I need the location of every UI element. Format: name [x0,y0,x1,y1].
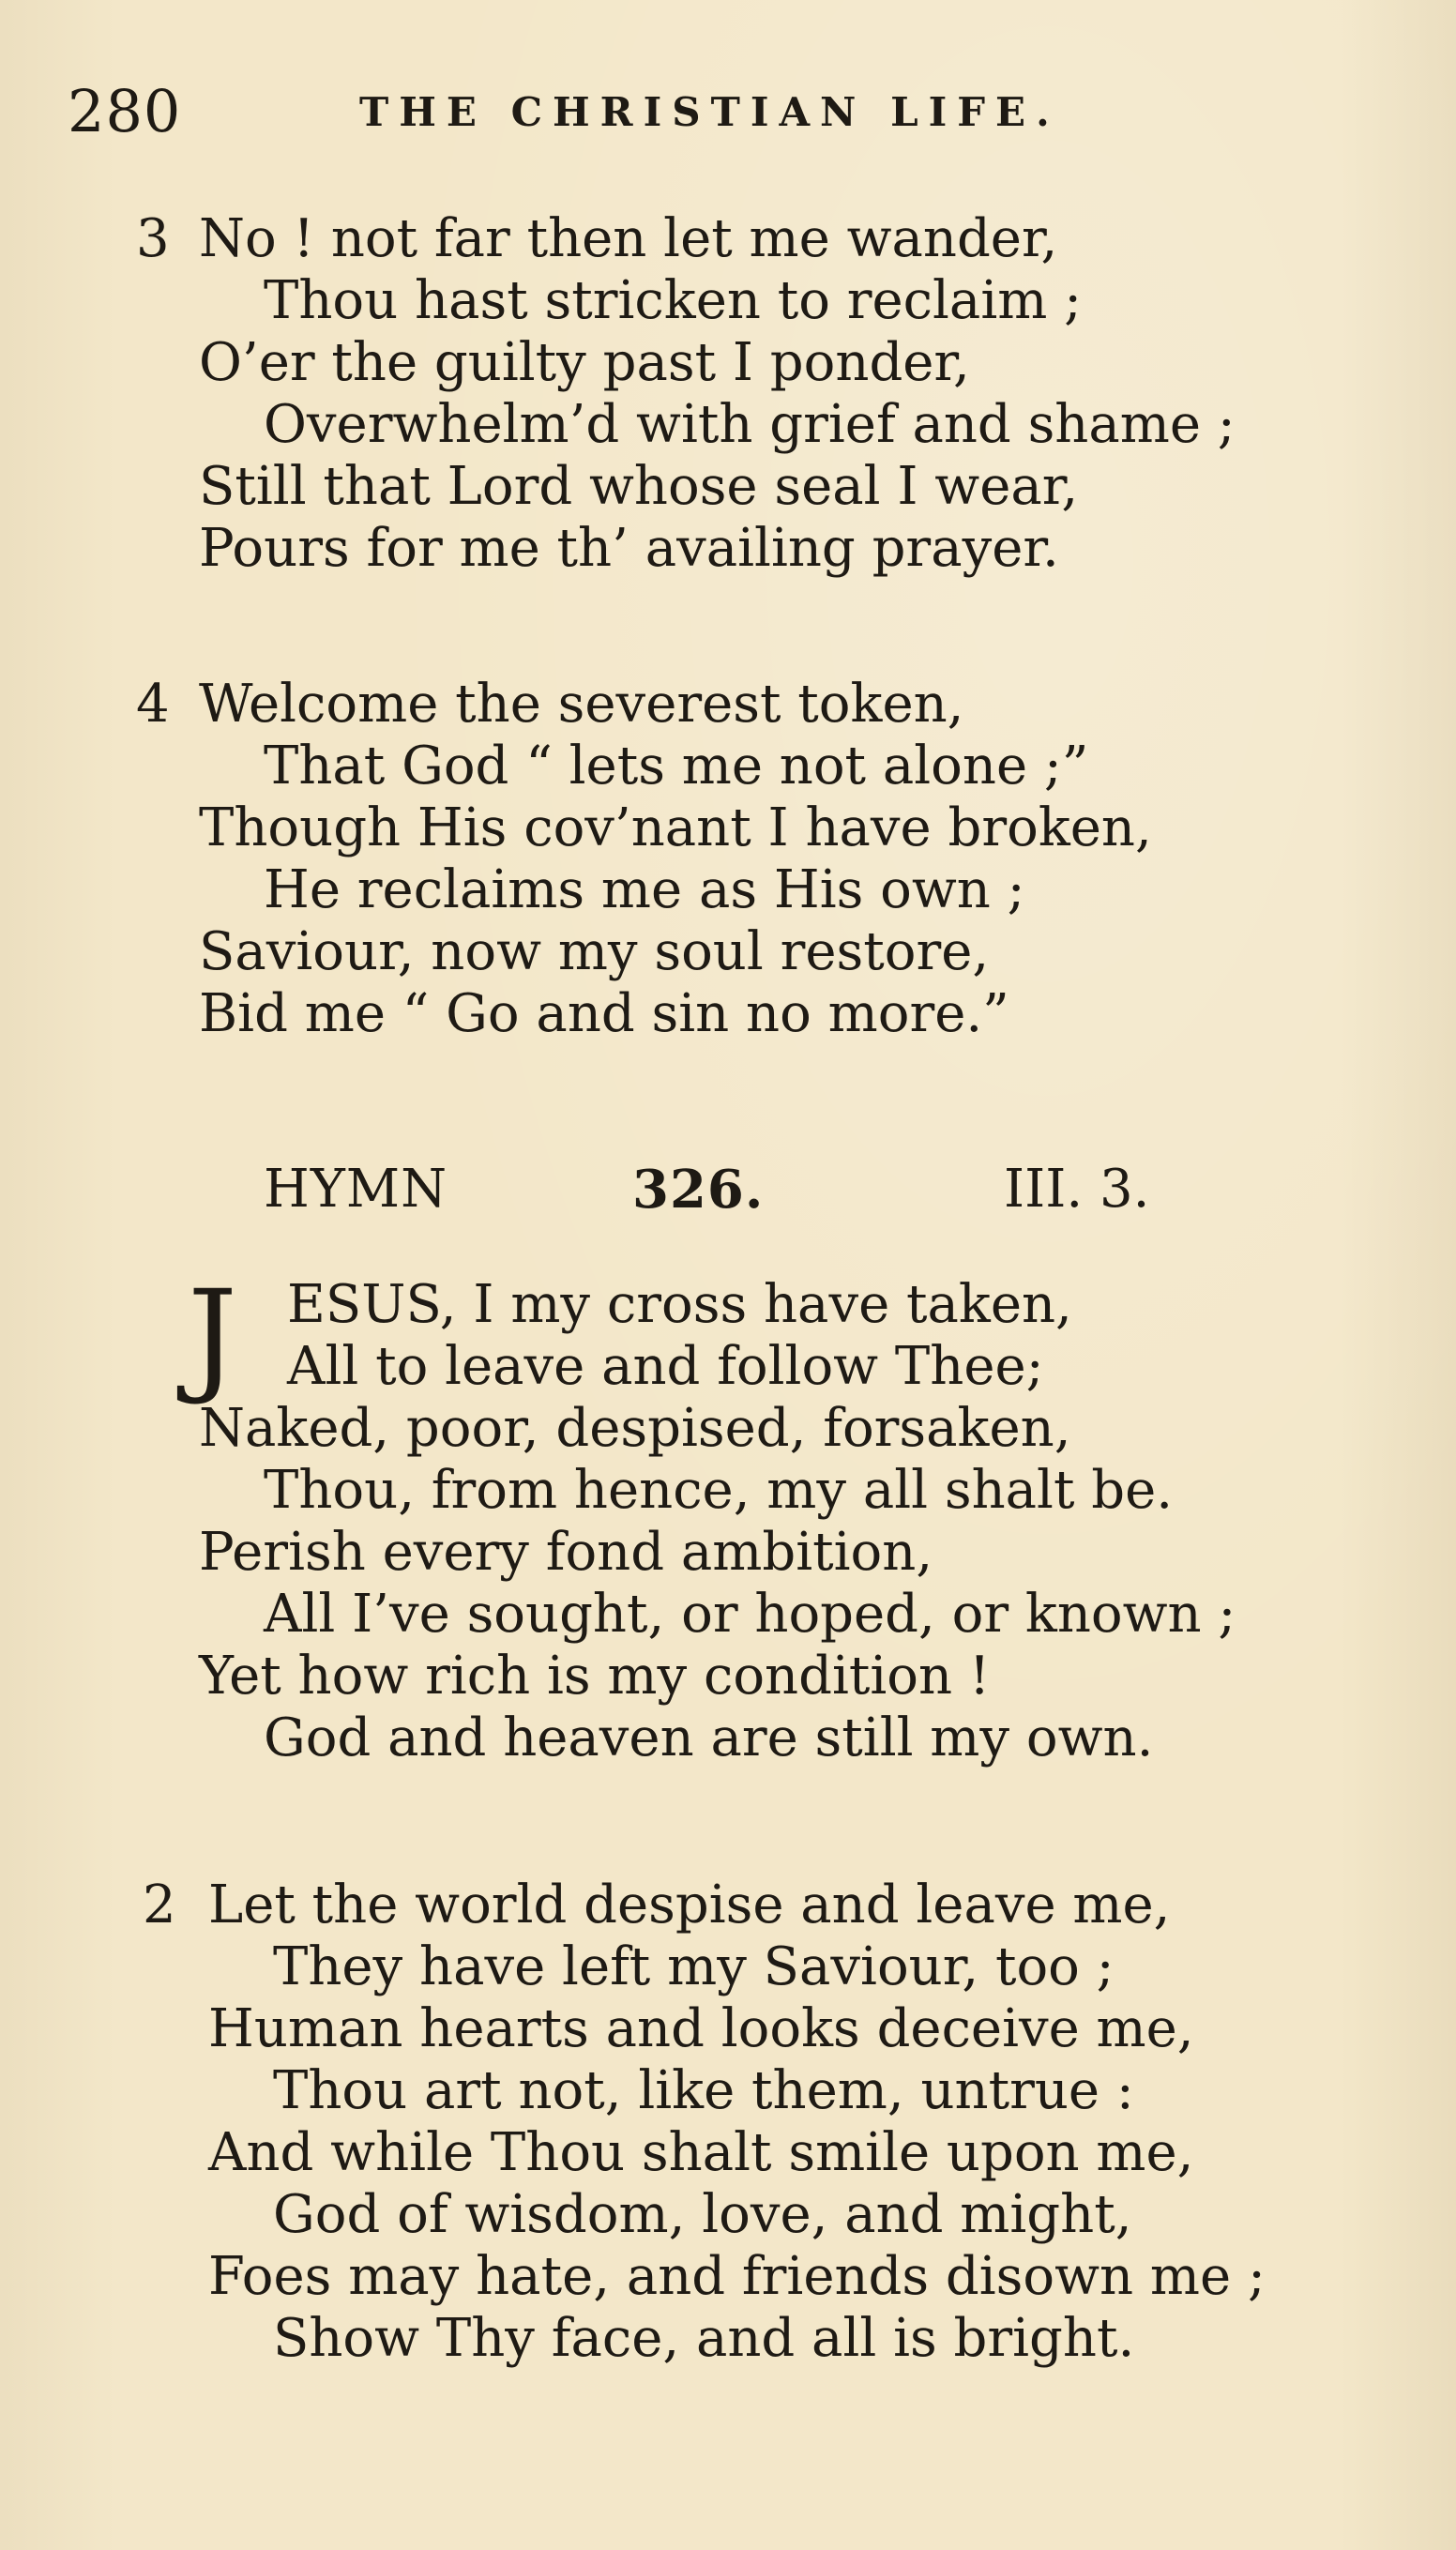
verse-line: God and heaven are still my own. [264,1708,1154,1768]
verse-line: Pours for me th’ availing prayer. [199,518,1059,579]
page-number: 280 [68,77,182,145]
verse-line: Human hearts and looks deceive me, [208,1998,1194,2059]
hymn-header [0,1159,1456,1234]
verse-number: 3 [136,208,170,269]
verse-line: Thou art not, like them, untrue : [273,2060,1134,2121]
verse-line: Saviour, now my soul restore, [199,921,990,982]
verse-line: They have left my Saviour, too ; [273,1936,1115,1997]
verse-line: Yet how rich is my condition ! [199,1646,991,1707]
running-head [0,79,1456,144]
verse-line: Still that Lord whose seal I wear, [199,456,1079,517]
verse-number: 2 [143,1875,176,1935]
verse-line: That God “ lets me not alone ;” [264,736,1089,797]
verse-line: All I’ve sought, or hoped, or known ; [264,1584,1236,1645]
verse-line: And while Thou shalt smile upon me, [208,2122,1194,2183]
verse-line: Show Thy face, and all is bright. [273,2308,1135,2369]
verse-line: He reclaims me as His own ; [264,859,1025,920]
verse-line: Welcome the severest token, [199,674,964,735]
verse-line: All to leave and follow Thee; [287,1336,1044,1397]
drop-cap: J [188,1264,237,1408]
verse-line: No ! not far then let me wander, [199,208,1058,269]
verse-line: Thou hast stricken to reclaim ; [264,270,1082,331]
verse-line: God of wisdom, love, and might, [273,2184,1132,2245]
verse-line: Overwhelm’d with grief and shame ; [264,394,1236,455]
verse-line: Naked, poor, despised, forsaken, [199,1398,1071,1459]
verse-line: ESUS, I my cross have taken, [287,1274,1072,1335]
hymn-meter: III. 3. [1004,1159,1150,1220]
verse-line: Thou, from hence, my all shalt be. [264,1460,1174,1521]
verse-line: Bid me “ Go and sin no more.” [199,983,1009,1044]
verse-line: O’er the guilty past I ponder, [199,332,970,393]
verse-number: 4 [136,674,170,735]
verse-line: Perish every fond ambition, [199,1522,933,1583]
verse-line: Let the world despise and leave me, [208,1875,1171,1935]
chapter-title: THE CHRISTIAN LIFE. [359,89,1060,135]
verse-line: Though His cov’nant I have broken, [199,797,1152,858]
hymn-number: 326. [632,1159,765,1221]
hymn-label: HYMN [264,1159,448,1220]
verse-line: Foes may hate, and friends disown me ; [208,2246,1266,2307]
